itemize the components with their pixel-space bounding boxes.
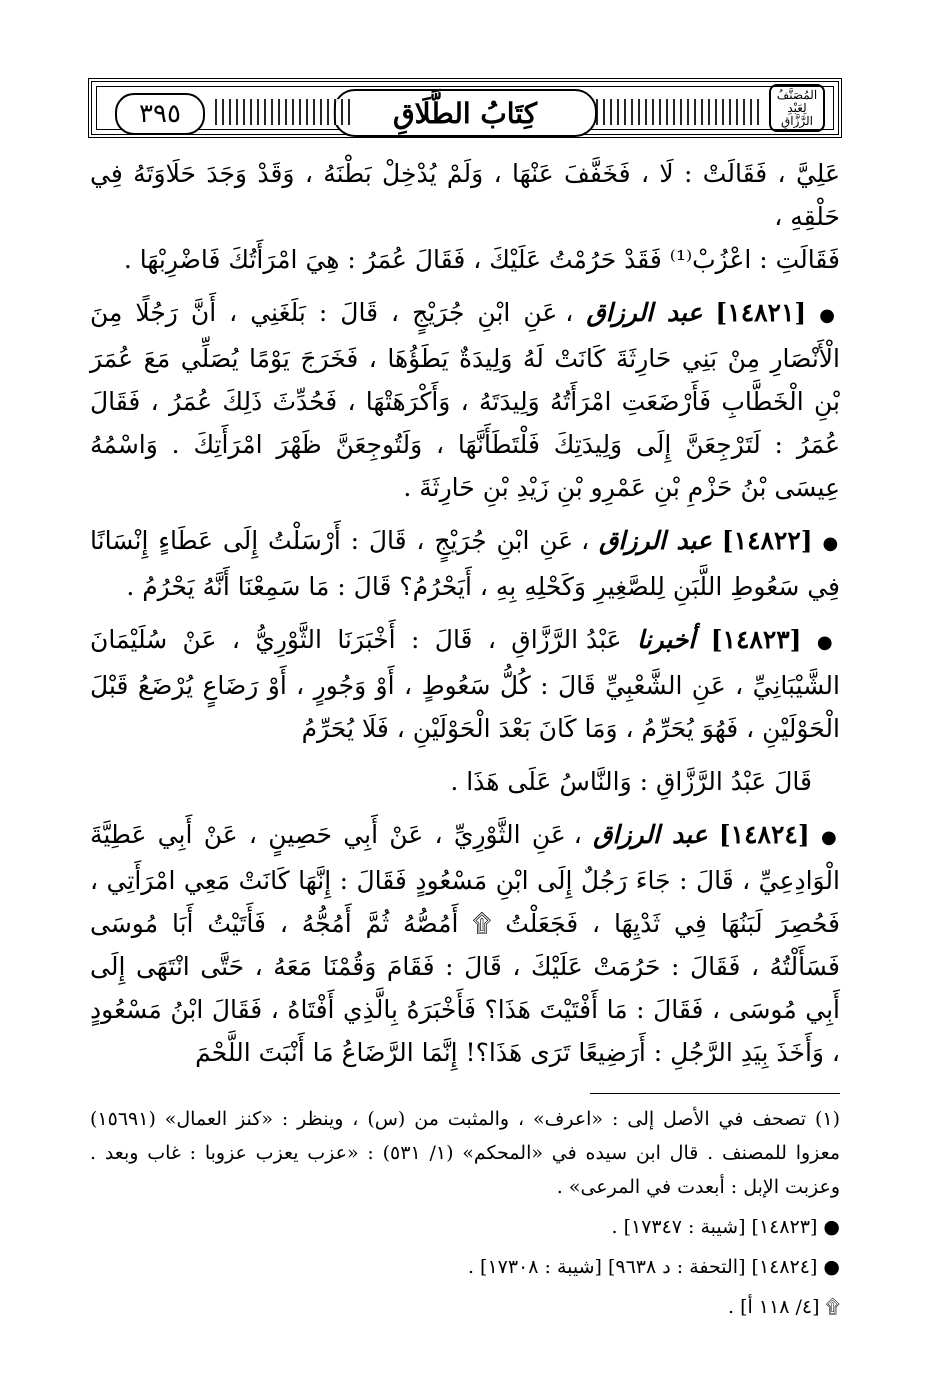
- narrator-label: عبد الرزاق: [593, 820, 708, 849]
- hadith-text: ، عَنِ ابْنِ جُرَيْجٍ ، قَالَ : أَرْسَلْتُ إِلَى عَطَاءٍ إِنْسَانًا فِي سَعُوطِ اللَّبَنِ لِلصَّغِيرِ وَكَحْلِهِ بِهِ ، أَيَحْرُمُ؟ قَالَ : مَا سَمِعْنَا أَنَّهُ يَحْرُمُ .: [90, 526, 840, 601]
- hadith-text: ، عَنِ الثَّوْرِيِّ ، عَنْ أَبِي حَصِينٍ ، عَنْ أَبِي عَطِيَّةَ الْوَادِعِيِّ ، قَالَ : جَاءَ رَجُلٌ إِلَى ابْنِ مَسْعُودٍ فَقَالَ : إِنَّهَا كَانَتْ مَعِي امْرَأَتِي ، فَحُصِرَ لَبَنُهَا فِي ثَدْيِهَا ، فَجَعَلْتُ ۩ أَمُصُّهُ ثُمَّ أَمُجُّهُ ، فَأَتَيْتُ أَبَا مُوسَى فَسَأَلْتُهُ ، فَقَالَ : حَرُمَتْ عَلَيْكَ ، قَالَ : فَقَامَ وَقُمْنَا مَعَهُ ، حَتَّى انْتَهَى إِلَى أَبِي مُوسَى ، فَقَالَ : مَا أَفْتَيْتَ هَذَا؟ فَأَخْبَرَهُ بِالَّذِي أَفْتَاهُ ، فَقَالَ ابْنُ مَسْعُودٍ ، وَأَخَذَ بِيَدِ الرَّجُلِ : أَرَضِيعًا تَرَى هَذَا؟! إِنَّمَا الرَّضَاعُ مَا أَنْبَتَ اللَّحْمَ: [90, 820, 840, 1067]
- book-seal-icon: المُصَنَّفُ لِعَبْدِ الرَّزَّاقِ: [769, 84, 825, 132]
- hadith-text: ، عَنِ ابْنِ جُرَيْجٍ ، قَالَ : بَلَغَنِي ، أَنَّ رَجُلًا مِنَ الْأَنْصَارِ مِنْ بَنِي حَارِثَةَ كَانَتْ لَهُ وَلِيدَةٌ يَطَؤُهَا ، فَخَرَجَ يَوْمًا يُصَلِّي مَعَ عُمَرَ بْنِ الْخَطَّابِ فَأَرْضَعَتِ امْرَأَتُهُ وَلِيدَتَهُ ، وَأَكْرَهَتْهَا ، فَحُدِّثَ ذَلِكَ عُمَرُ ، فَقَالَ عُمَرُ : لَتَرْجِعَنَّ إِلَى وَلِيدَتِكَ فَلْتَطَأَنَّهَا ، وَلَتُوجِعَنَّ ظَهْرَ امْرَأَتِكَ . وَاسْمُهُ عِيسَى بْنُ حَزْمِ بْنِ عَمْرِو بْنِ زَيْدِ بْنِ حَارِثَةَ .: [90, 298, 840, 502]
- narrator-label: عبد الرزاق: [599, 526, 712, 555]
- main-text: [90, 152, 840, 1084]
- footnote-ref-14824: ● [١٤٨٢٤] [التحفة : د ٩٦٣٨] [شيبة : ١٧٣٠٨] .: [467, 1256, 840, 1278]
- narrator-label: أخبرنا: [636, 625, 696, 654]
- running-header: [88, 78, 842, 138]
- line: عَلِيَّ ، فَقَالَتْ : لَا ، فَخَفَّفَ عَنْهَا ، وَلَمْ يُدْخِلْ بَطْنَهُ ، وَقَدْ وَجَدَ حَلَاوَتَهُ فِي حَلْقِهِ ،: [90, 159, 840, 231]
- hadith-number: [١٤٨٢٤]: [718, 820, 810, 849]
- page-number: ٣٩٥: [115, 93, 205, 135]
- header-ornament-left: [215, 99, 355, 125]
- chapter-title: كِتَابُ الطَّلَاقِ: [333, 89, 597, 137]
- hadith-14822: [90, 519, 840, 608]
- hadith-14824: [90, 813, 840, 1074]
- footnotes: [90, 1102, 840, 1328]
- hadith-number: [١٤٨٢٢]: [721, 526, 813, 555]
- header-ornament-right: [575, 99, 759, 125]
- footnote-divider: [590, 1093, 840, 1094]
- paragraph-continuation: [90, 152, 840, 281]
- narrator-label: عبد الرزاق: [586, 298, 703, 327]
- line: فَقَالَتِ : اعْزُبْ⁽¹⁾ فَقَدْ حَرُمْتُ عَلَيْكَ ، فَقَالَ عُمَرُ : هِيَ امْرَأَتُكَ فَاضْرِبْهَا .: [123, 245, 840, 274]
- header-frame: [96, 86, 834, 130]
- hadith-number: [١٤٨٢٣]: [710, 625, 802, 654]
- footnote-1: (١) تصحف في الأصل إلى : «اعرف» ، والمثبت من (س) ، وينظر : «كنز العمال» (١٥٦٩١) معزوا للمصنف . قال ابن سيده في «المحكم» (١/ ٥٣١) : «عزب يعزب عزوبا : غاب وبعد . وعزبت الإبل : أبعدت في المرعى» .: [90, 1108, 840, 1198]
- hadith-14821: [90, 291, 840, 509]
- bullet-icon: ●: [822, 533, 841, 554]
- footnote-manuscript-ref: ۩ [٤/ ١١٨ أ] .: [727, 1296, 840, 1318]
- hadith-14823-comment: قَالَ عَبْدُ الرَّزَّاقِ : وَالنَّاسُ عَلَى هَذَا .: [450, 767, 812, 796]
- hadith-14823: [90, 618, 840, 750]
- footnote-ref-14823: ● [١٤٨٢٣] [شيبة : ١٧٣٤٧] .: [611, 1216, 840, 1238]
- hadith-text: عَبْدُ الرَّزَّاقِ ، قَالَ : أَخْبَرَنَا الثَّوْرِيُّ ، عَنْ سُلَيْمَانَ الشَّيْبَانِيِّ ، عَنِ الشَّعْبِيِّ قَالَ : كُلُّ سَعُوطٍ ، أَوْ وَجُورٍ ، أَوْ رَضَاعٍ يُرْضَعُ قَبْلَ الْحَوْلَيْنِ ، فَهُوَ يُحَرِّمُ ، وَمَا كَانَ بَعْدَ الْحَوْلَيْنِ ، فَلَا يُحَرِّمُ: [90, 625, 840, 743]
- hadith-number: [١٤٨٢١]: [715, 298, 807, 327]
- bullet-icon: ●: [820, 827, 841, 848]
- bullet-icon: ●: [816, 632, 841, 653]
- bullet-icon: ●: [819, 305, 841, 326]
